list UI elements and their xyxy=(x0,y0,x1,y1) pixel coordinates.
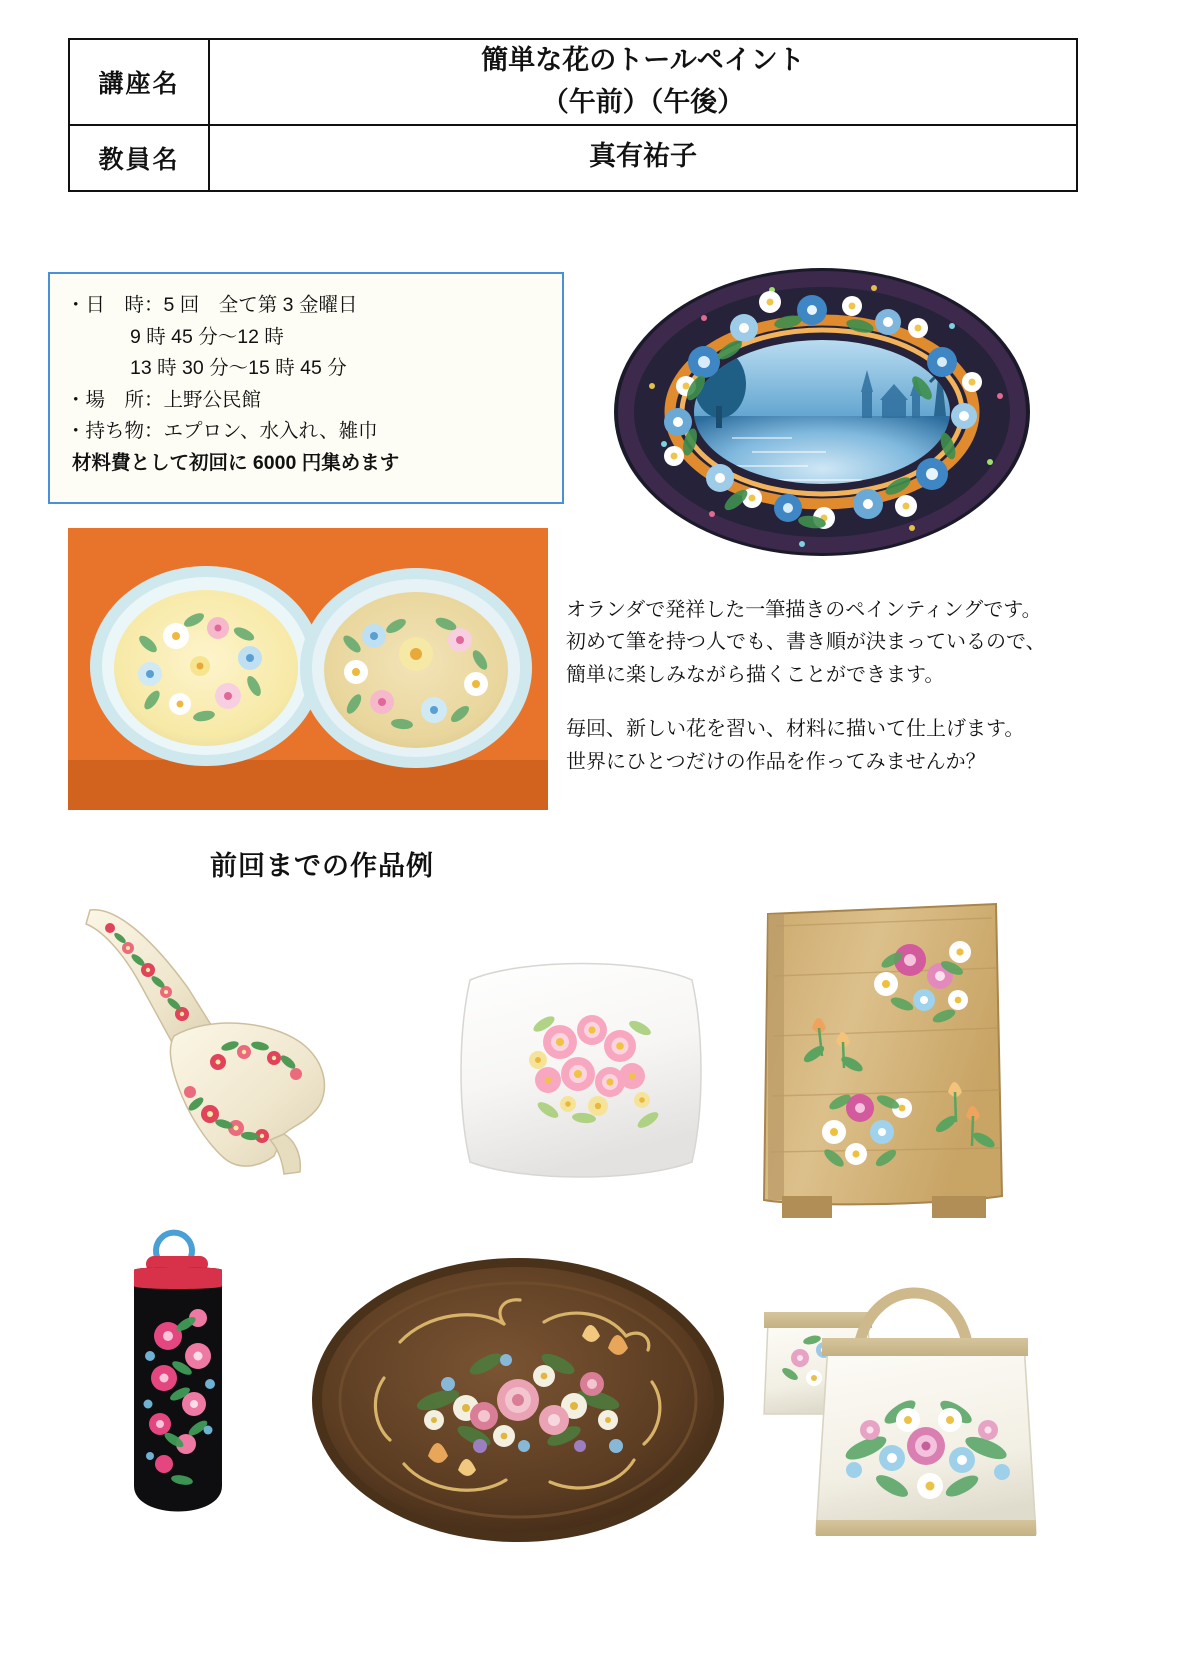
painted-shoe-watering-can xyxy=(78,896,408,1196)
table-row xyxy=(69,39,1077,125)
painted-glasses-case xyxy=(98,1228,258,1538)
course-name-line1: 簡単な花のトールペイント xyxy=(481,45,805,75)
two-painted-bowls-photo xyxy=(68,528,548,810)
oval-plate-artwork xyxy=(612,266,1032,558)
detail-place: ・場 所：上野公民館 xyxy=(66,388,262,411)
desc-p1-l3: 簡単に楽しみながら描くことができます。 xyxy=(566,663,945,686)
course-description xyxy=(566,594,1086,778)
desc-paragraph-gap xyxy=(566,691,1086,713)
course-name-line2: （午前）（午後） xyxy=(541,86,745,117)
gallery-section-title: 前回までの作品例 xyxy=(210,851,434,881)
course-name-value xyxy=(209,39,1077,125)
painted-tote-bag xyxy=(750,1234,1050,1554)
detail-date-line: ・日 時：5 回 全て第 3 金曜日 xyxy=(66,294,358,316)
desc-p1-l1: オランダで発祥した一筆描きのペインティングです。 xyxy=(566,599,1042,621)
table-row xyxy=(69,125,1077,191)
detail-items: ・持ち物：エプロン、水入れ、雑巾 xyxy=(66,420,378,443)
desc-p2-l2: 世界にひとつだけの作品を作ってみませんか？ xyxy=(566,750,986,773)
desc-p1-l2: 初めて筆を持つ人でも、書き順が決まっているので、 xyxy=(566,631,1046,654)
detail-fee: 材料費として初回に 6000 円集めます xyxy=(72,451,400,474)
instructor-value: 真有祐子 xyxy=(209,125,1077,191)
painted-cushion xyxy=(452,950,710,1190)
painted-wooden-tray xyxy=(308,1250,728,1550)
course-name-label: 講座名 xyxy=(69,39,209,125)
detail-time-morning: 9 時 45 分〜12 時 xyxy=(130,325,284,348)
instructor-label: 教員名 xyxy=(69,125,209,191)
course-header-table xyxy=(68,38,1078,192)
detail-time-afternoon: 13 時 30 分〜15 時 45 分 xyxy=(130,357,347,380)
painted-wooden-board xyxy=(752,896,1014,1244)
course-details-box xyxy=(48,272,564,504)
desc-p2-l1: 毎回、新しい花を習い、材料に描いて仕上げます。 xyxy=(566,718,1025,741)
